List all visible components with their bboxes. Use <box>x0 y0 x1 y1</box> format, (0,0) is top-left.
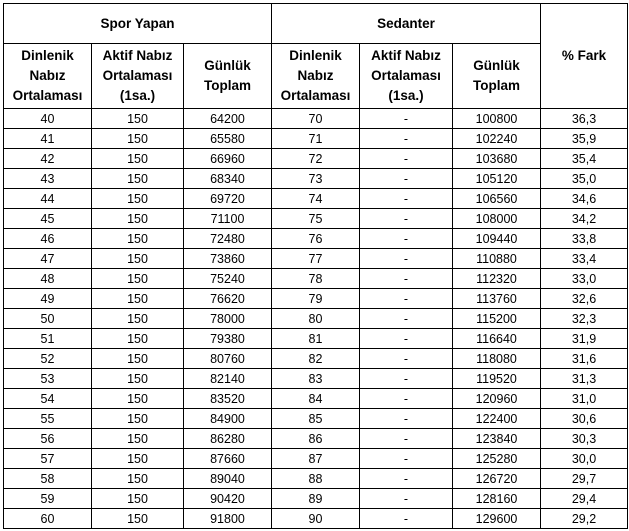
table-cell: - <box>360 449 453 469</box>
table-cell: 78000 <box>184 309 272 329</box>
table-cell: 73 <box>272 169 360 189</box>
table-row <box>4 309 628 329</box>
table-cell: - <box>360 309 453 329</box>
table-cell: 53 <box>4 369 92 389</box>
table-cell: - <box>360 149 453 169</box>
table-cell: 58 <box>4 469 92 489</box>
table-row <box>4 189 628 209</box>
table-cell: 32,3 <box>541 309 628 329</box>
table-cell: 112320 <box>453 269 541 289</box>
table-cell: 150 <box>92 289 184 309</box>
table-cell: 33,8 <box>541 229 628 249</box>
table-cell: 29,2 <box>541 509 628 529</box>
table-cell: 43 <box>4 169 92 189</box>
table-cell: - <box>360 329 453 349</box>
table-cell: 109440 <box>453 229 541 249</box>
table-cell: 122400 <box>453 409 541 429</box>
table-cell: 84900 <box>184 409 272 429</box>
table-cell: 77 <box>272 249 360 269</box>
table-cell: 78 <box>272 269 360 289</box>
table-cell: 83520 <box>184 389 272 409</box>
table-cell: 89040 <box>184 469 272 489</box>
header-sedanter-dinlenik: Dinlenik Nabız Ortalaması <box>272 44 360 109</box>
header-sedanter-gunluk: Günlük Toplam <box>453 44 541 109</box>
table-cell: 113760 <box>453 289 541 309</box>
table-row <box>4 329 628 349</box>
table-row <box>4 229 628 249</box>
table-cell: 31,9 <box>541 329 628 349</box>
header-spor-dinlenik: Dinlenik Nabız Ortalaması <box>4 44 92 109</box>
table-cell: 150 <box>92 389 184 409</box>
table-cell: 46 <box>4 229 92 249</box>
table-cell: 35,9 <box>541 129 628 149</box>
table-cell: - <box>360 109 453 129</box>
table-cell: 110880 <box>453 249 541 269</box>
table-cell: 52 <box>4 349 92 369</box>
table-cell: 76620 <box>184 289 272 309</box>
table-cell: 65580 <box>184 129 272 149</box>
table-cell: 60 <box>4 509 92 529</box>
table-cell: 87660 <box>184 449 272 469</box>
table-cell: 50 <box>4 309 92 329</box>
table-cell: 68340 <box>184 169 272 189</box>
table-cell: 75 <box>272 209 360 229</box>
table-cell: 36,3 <box>541 109 628 129</box>
table-cell: 49 <box>4 289 92 309</box>
table-cell: 87 <box>272 449 360 469</box>
table-cell: 35,4 <box>541 149 628 169</box>
table-cell: 86280 <box>184 429 272 449</box>
table-cell: 150 <box>92 409 184 429</box>
table-row <box>4 509 628 529</box>
table-cell: 73860 <box>184 249 272 269</box>
table-cell: 150 <box>92 149 184 169</box>
table-cell: 81 <box>272 329 360 349</box>
table-cell: 90 <box>272 509 360 529</box>
table-cell: 79380 <box>184 329 272 349</box>
table-cell: - <box>360 509 453 529</box>
table-cell: 79 <box>272 289 360 309</box>
table-cell: 90420 <box>184 489 272 509</box>
table-cell: 150 <box>92 329 184 349</box>
table-cell: 106560 <box>453 189 541 209</box>
header-spor-yapan: Spor Yapan <box>4 4 272 44</box>
table-cell: 150 <box>92 189 184 209</box>
table-cell: 125280 <box>453 449 541 469</box>
table-cell: 129600 <box>453 509 541 529</box>
table-row <box>4 429 628 449</box>
table-cell: - <box>360 189 453 209</box>
table-cell: 100800 <box>453 109 541 129</box>
table-row <box>4 289 628 309</box>
table-cell: 66960 <box>184 149 272 169</box>
table-cell: 30,3 <box>541 429 628 449</box>
table-cell: 56 <box>4 429 92 449</box>
table-cell: 75240 <box>184 269 272 289</box>
table-row <box>4 369 628 389</box>
table-cell: 150 <box>92 349 184 369</box>
table-cell: 55 <box>4 409 92 429</box>
table-cell: 31,0 <box>541 389 628 409</box>
table-cell: 69720 <box>184 189 272 209</box>
table-row <box>4 469 628 489</box>
table-cell: 42 <box>4 149 92 169</box>
table-cell: 150 <box>92 429 184 449</box>
table-cell: 34,6 <box>541 189 628 209</box>
table-cell: - <box>360 409 453 429</box>
table-cell: 31,6 <box>541 349 628 369</box>
table-cell: 115200 <box>453 309 541 329</box>
table-cell: 71 <box>272 129 360 149</box>
table-cell: 54 <box>4 389 92 409</box>
header-sedanter-aktif: Aktif Nabız Ortalaması (1sa.) <box>360 44 453 109</box>
table-row <box>4 349 628 369</box>
header-spor-gunluk: Günlük Toplam <box>184 44 272 109</box>
table-cell: - <box>360 489 453 509</box>
table-cell: 86 <box>272 429 360 449</box>
table-cell: 32,6 <box>541 289 628 309</box>
table-cell: 150 <box>92 269 184 289</box>
table-cell: 80760 <box>184 349 272 369</box>
table-cell: 80 <box>272 309 360 329</box>
table-cell: 150 <box>92 229 184 249</box>
table-cell: 31,3 <box>541 369 628 389</box>
table-cell: - <box>360 369 453 389</box>
table-cell: 72480 <box>184 229 272 249</box>
table-cell: 74 <box>272 189 360 209</box>
table-cell: 150 <box>92 449 184 469</box>
table-cell: - <box>360 129 453 149</box>
table-cell: 44 <box>4 189 92 209</box>
table-row <box>4 389 628 409</box>
heart-rate-table <box>3 3 628 529</box>
table-cell: 59 <box>4 489 92 509</box>
table-row <box>4 269 628 289</box>
table-row <box>4 209 628 229</box>
table-cell: 51 <box>4 329 92 349</box>
table-cell: 105120 <box>453 169 541 189</box>
table-cell: 34,2 <box>541 209 628 229</box>
table-cell: 120960 <box>453 389 541 409</box>
table-cell: 35,0 <box>541 169 628 189</box>
table-cell: 82 <box>272 349 360 369</box>
table-cell: 150 <box>92 369 184 389</box>
table-cell: 91800 <box>184 509 272 529</box>
table-cell: 33,0 <box>541 269 628 289</box>
table-cell: 88 <box>272 469 360 489</box>
table-cell: 30,0 <box>541 449 628 469</box>
table-cell: 128160 <box>453 489 541 509</box>
table-cell: 108000 <box>453 209 541 229</box>
table-cell: 119520 <box>453 369 541 389</box>
table-cell: 47 <box>4 249 92 269</box>
table-cell: - <box>360 349 453 369</box>
table-cell: 85 <box>272 409 360 429</box>
table-cell: 126720 <box>453 469 541 489</box>
table-cell: 33,4 <box>541 249 628 269</box>
table-row <box>4 249 628 269</box>
table-cell: 30,6 <box>541 409 628 429</box>
table-row <box>4 409 628 429</box>
table-row <box>4 449 628 469</box>
table-cell: 41 <box>4 129 92 149</box>
table-cell: 82140 <box>184 369 272 389</box>
table-row <box>4 169 628 189</box>
table-cell: - <box>360 169 453 189</box>
table-cell: 150 <box>92 109 184 129</box>
table-cell: 57 <box>4 449 92 469</box>
table-cell: - <box>360 249 453 269</box>
table-row <box>4 489 628 509</box>
table-cell: 83 <box>272 369 360 389</box>
table-cell: 150 <box>92 309 184 329</box>
table-cell: 103680 <box>453 149 541 169</box>
table-cell: 29,7 <box>541 469 628 489</box>
table-cell: - <box>360 469 453 489</box>
table-cell: 102240 <box>453 129 541 149</box>
table-cell: 45 <box>4 209 92 229</box>
table-cell: 48 <box>4 269 92 289</box>
table-cell: - <box>360 429 453 449</box>
table-cell: 76 <box>272 229 360 249</box>
table-cell: 118080 <box>453 349 541 369</box>
table-cell: 84 <box>272 389 360 409</box>
table-cell: 150 <box>92 209 184 229</box>
header-fark: % Fark <box>541 4 628 109</box>
table-cell: 29,4 <box>541 489 628 509</box>
table-cell: 150 <box>92 489 184 509</box>
table-body <box>4 109 628 529</box>
table-row <box>4 149 628 169</box>
table-cell: 70 <box>272 109 360 129</box>
header-sedanter: Sedanter <box>272 4 541 44</box>
table-cell: 150 <box>92 129 184 149</box>
table-cell: - <box>360 389 453 409</box>
table-cell: 72 <box>272 149 360 169</box>
table-cell: - <box>360 289 453 309</box>
table-cell: - <box>360 209 453 229</box>
header-spor-aktif: Aktif Nabız Ortalaması (1sa.) <box>92 44 184 109</box>
table-cell: 64200 <box>184 109 272 129</box>
table-cell: 89 <box>272 489 360 509</box>
table-cell: 116640 <box>453 329 541 349</box>
table-row <box>4 129 628 149</box>
table-cell: 150 <box>92 249 184 269</box>
table-cell: - <box>360 229 453 249</box>
table-row <box>4 109 628 129</box>
table-cell: 150 <box>92 169 184 189</box>
table-cell: 71100 <box>184 209 272 229</box>
table-cell: 150 <box>92 509 184 529</box>
table-cell: 150 <box>92 469 184 489</box>
table-cell: 123840 <box>453 429 541 449</box>
table-cell: 40 <box>4 109 92 129</box>
table-cell: - <box>360 269 453 289</box>
